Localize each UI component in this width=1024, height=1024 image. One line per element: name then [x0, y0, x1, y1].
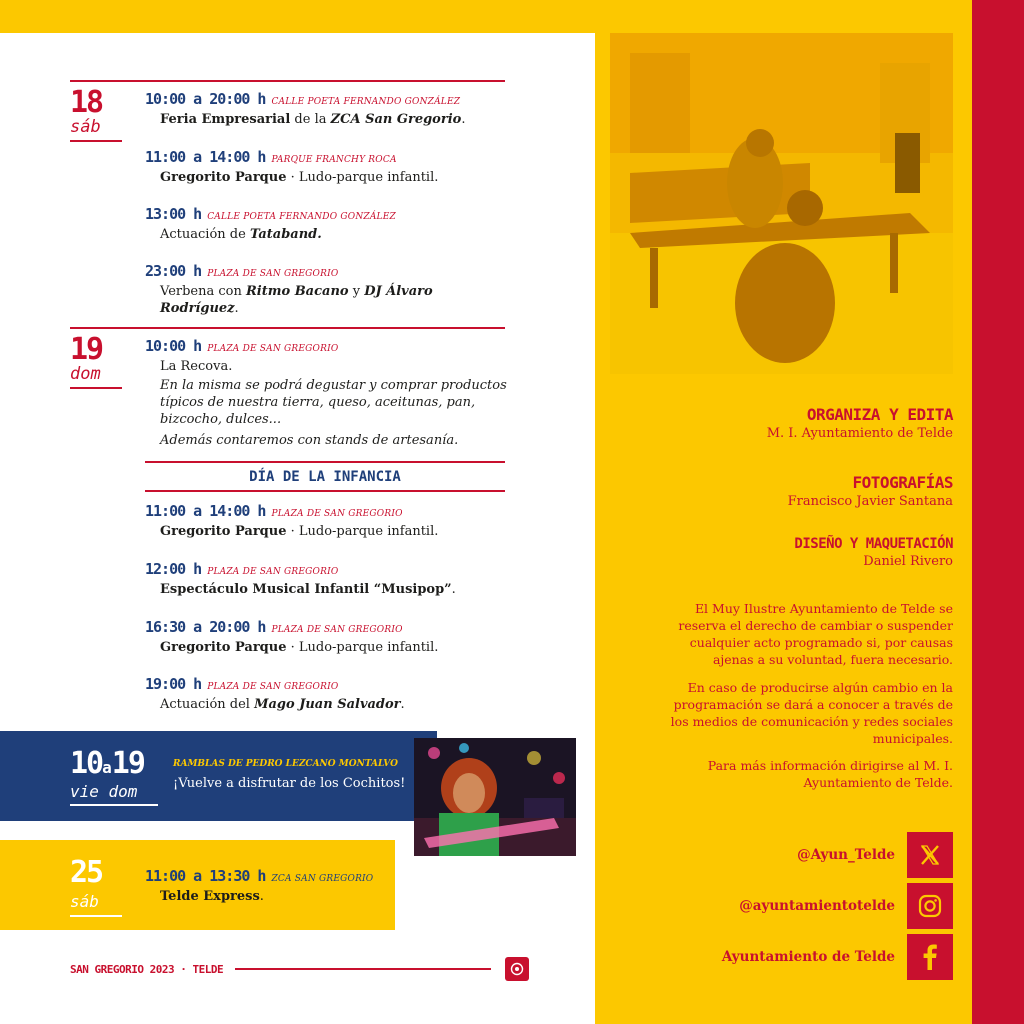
- day-number: 25: [70, 855, 103, 890]
- event-item: [145, 337, 515, 449]
- banner-text: ¡Vuelve a disfrutar de los Cochitos!: [173, 776, 406, 791]
- event-time: 13:00 h: [145, 205, 202, 223]
- event-item: [145, 502, 515, 540]
- event-time: 19:00 h: [145, 675, 202, 693]
- cochitos-banner: [0, 731, 437, 821]
- credit-organiza: [767, 405, 953, 441]
- credit-title: DISEÑO Y MAQUETACIÓN: [794, 536, 953, 552]
- banner-dates: 10a19 vie dom: [70, 749, 158, 806]
- disclaimer-paragraph: El Muy Ilustre Ayuntamiento de Telde se reserva el derecho de cambiar o suspender cualquier acto programado si, por causas ajenas a su voluntad, fuera necesario.: [678, 601, 953, 667]
- divider: [145, 490, 505, 492]
- event-desc: Espectáculo Musical Infantil “Musipop”.: [160, 582, 456, 597]
- event-item: [145, 675, 515, 713]
- event-desc: Gregorito Parque · Ludo-parque infantil.: [160, 640, 439, 655]
- top-band: [0, 0, 1024, 33]
- divider: [145, 461, 505, 463]
- red-strip: [972, 0, 1024, 1024]
- day-name: sáb: [70, 892, 99, 911]
- changes-paragraph: En caso de producirse algún cambio en la programación se dará a conocer a través de los medios de comunicación y redes sociales municipales.: [670, 680, 953, 746]
- event-time: 12:00 h: [145, 560, 202, 578]
- footer: [70, 957, 529, 981]
- day-18: [70, 85, 125, 142]
- day-number: 18: [70, 85, 103, 120]
- event-desc: Actuación del Mago Juan Salvador.: [160, 697, 405, 712]
- credit-value: M. I. Ayuntamiento de Telde: [766, 426, 953, 441]
- social-instagram[interactable]: [739, 883, 953, 929]
- event-time: 11:00 a 14:00 h: [145, 502, 266, 520]
- social-handle[interactable]: Ayuntamiento de Telde: [721, 949, 895, 965]
- event-place: PLAZA DE SAN GREGORIO: [207, 682, 339, 692]
- info-paragraph: Para más información dirigirse al M. I. Ayuntamiento de Telde.: [707, 758, 953, 790]
- day-rule: [70, 387, 122, 389]
- event-time: 23:00 h: [145, 262, 202, 280]
- credit-value: Francisco Javier Santana: [787, 494, 953, 509]
- social-handle[interactable]: @ayuntamientotelde: [739, 898, 895, 914]
- event-place: PLAZA DE SAN GREGORIO: [207, 344, 339, 354]
- banner-place: RAMBLAS DE PEDRO LEZCANO MONTALVO: [173, 759, 398, 769]
- day-name: dom: [70, 364, 101, 384]
- event-time: 16:30 a 20:00 h: [145, 618, 266, 636]
- event-desc: Verbena con Ritmo Bacano y DJ Álvaro Rodríguez.: [160, 284, 433, 316]
- section-title: DÍA DE LA INFANCIA: [249, 469, 401, 485]
- facebook-icon[interactable]: [907, 934, 953, 980]
- social-handle[interactable]: @Ayun_Telde: [797, 847, 895, 863]
- event-place: ZCA SAN GREGORIO: [271, 874, 374, 884]
- event-place: PLAZA DE SAN GREGORIO: [207, 269, 339, 279]
- event-desc: Gregorito Parque · Ludo-parque infantil.: [160, 524, 439, 539]
- event-item: [145, 90, 515, 128]
- event-note: En la misma se podrá degustar y comprar productos típicos de nuestra tierra, queso, aceitunas, pan, bizcocho, dulces...: [160, 378, 507, 427]
- event-desc: La Recova.: [160, 359, 233, 374]
- social-x[interactable]: [797, 832, 953, 878]
- statue-photo: [610, 33, 953, 374]
- day-19: [70, 332, 125, 389]
- social-facebook[interactable]: [722, 934, 953, 980]
- event-time: 11:00 a 14:00 h: [145, 148, 266, 166]
- event-item: [145, 560, 515, 598]
- cochitos-photo: [414, 738, 576, 856]
- event-time: 10:00 a 20:00 h: [145, 90, 266, 108]
- event-desc: Telde Express.: [160, 889, 264, 904]
- event-item: [145, 867, 515, 905]
- credit-diseno: [794, 536, 953, 569]
- event-desc: Actuación de Tataband.: [160, 227, 322, 242]
- day-rule: [70, 915, 122, 917]
- event-item: [145, 262, 515, 317]
- divider: [70, 327, 505, 329]
- footer-text: SAN GREGORIO 2023 · TELDE: [70, 962, 224, 976]
- event-place: PLAZA DE SAN GREGORIO: [271, 509, 403, 519]
- event-time: 10:00 h: [145, 337, 202, 355]
- credit-value: Daniel Rivero: [863, 554, 953, 569]
- event-item: [145, 205, 515, 243]
- crest-icon: [505, 957, 529, 981]
- day-rule: [70, 140, 122, 142]
- event-place: CALLE POETA FERNANDO GONZÁLEZ: [271, 97, 461, 107]
- event-place: CALLE POETA FERNANDO GONZÁLEZ: [207, 212, 396, 222]
- credit-title: ORGANIZA Y EDITA: [806, 405, 953, 424]
- event-place: PLAZA DE SAN GREGORIO: [271, 625, 403, 635]
- divider: [70, 80, 505, 82]
- credit-fotografias: [788, 473, 953, 509]
- event-item: [145, 618, 515, 656]
- day-number: 19: [70, 332, 103, 367]
- x-icon[interactable]: [907, 832, 953, 878]
- credit-title: FOTOGRAFÍAS: [852, 473, 953, 492]
- event-desc: Gregorito Parque · Ludo-parque infantil.: [160, 170, 439, 185]
- event-note: Además contaremos con stands de artesanía.: [160, 433, 459, 448]
- event-time: 11:00 a 13:30 h: [145, 867, 266, 885]
- day-name: sáb: [70, 117, 101, 137]
- event-place: PARQUE FRANCHY ROCA: [271, 155, 397, 165]
- event-place: PLAZA DE SAN GREGORIO: [207, 567, 339, 577]
- footer-line: [235, 968, 491, 970]
- event-desc: Feria Empresarial de la ZCA San Gregorio.: [160, 112, 466, 127]
- instagram-icon[interactable]: [907, 883, 953, 929]
- event-item: [145, 148, 515, 186]
